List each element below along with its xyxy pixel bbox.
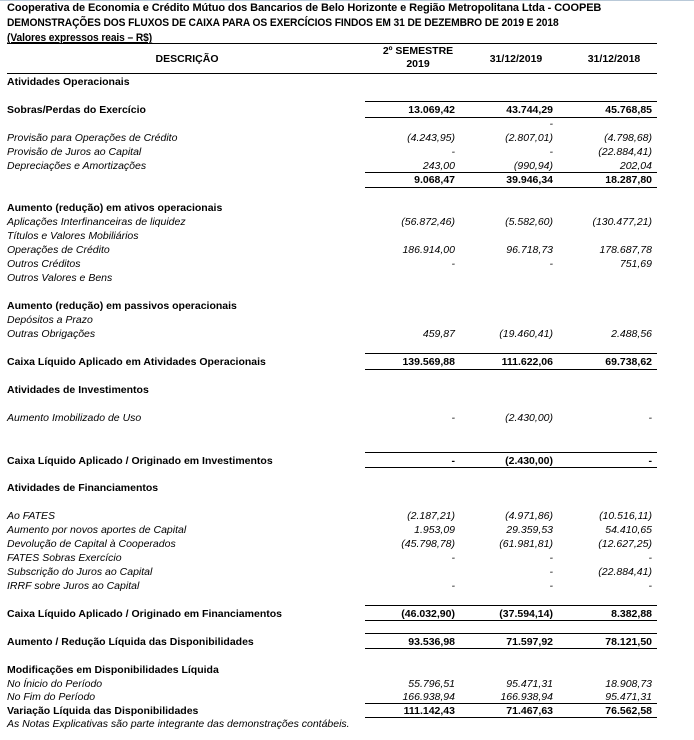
- table-row: [7, 159, 657, 173]
- value-2018: -: [648, 412, 652, 424]
- table-row: [7, 327, 657, 341]
- table-row: [7, 565, 657, 579]
- table-row: [7, 551, 657, 565]
- row-label: Títulos e Valores Mobiliários: [7, 230, 139, 242]
- table-row: [7, 257, 657, 271]
- table-row: [7, 523, 657, 537]
- rule-line: [365, 369, 657, 370]
- table-row: [7, 117, 657, 131]
- value-2018: 95.471,31: [605, 691, 652, 703]
- row-label: Outras Obrigações: [7, 328, 96, 340]
- row-label: Depreciações e Amortizações: [7, 160, 147, 172]
- section-heading-financiamentos: [7, 481, 657, 495]
- rule-line: [365, 452, 657, 453]
- value-2019: 43.744,29: [506, 104, 553, 116]
- row-label: Modificações em Disponibilidades Líquida: [7, 664, 219, 676]
- rule-line: [365, 187, 657, 188]
- value-2019: -: [549, 566, 553, 578]
- value-2019: 71.597,92: [506, 636, 553, 648]
- value-2019: -: [549, 580, 553, 592]
- currency-note: (Valores expressos reais – R$): [7, 32, 153, 44]
- row-label: Aumento (redução) em ativos operacionais: [7, 202, 223, 214]
- value-2018: 2.488,56: [611, 328, 652, 340]
- value-2018: (22.884,41): [598, 566, 652, 578]
- section-heading-investimentos: [7, 383, 657, 397]
- header-col-semester: [369, 45, 467, 71]
- section-heading-passivos: [7, 299, 657, 313]
- rule-line: [365, 633, 657, 634]
- value-2019: (2.430,00): [505, 455, 553, 467]
- company-title: Cooperativa de Economia e Crédito Mútuo dos Bancarios de Belo Horizonte e Região Metropolitana Ltda - COOPEB: [7, 2, 602, 14]
- value-2019: 71.467,63: [506, 705, 553, 717]
- value-semester: 139.569,88: [402, 356, 455, 368]
- section-heading-ativos: [7, 201, 657, 215]
- table-row: [7, 145, 657, 159]
- value-2019: (5.582,60): [505, 216, 553, 228]
- rule-line: [365, 620, 657, 621]
- value-2018: 18.908,73: [605, 678, 652, 690]
- section-heading-operacionais: [7, 75, 657, 89]
- row-label: No Ínicio do Período: [7, 678, 103, 690]
- header-bottom-rule: [7, 73, 657, 74]
- value-2019: (4.971,86): [505, 510, 553, 522]
- value-2018: 751,69: [619, 258, 652, 270]
- table-row-variacao: [7, 704, 657, 718]
- value-2018: (130.477,21): [592, 216, 652, 228]
- value-2018: 69.738,62: [605, 356, 652, 368]
- value-2018: (10.516,11): [599, 510, 652, 522]
- row-label: Aumento / Redução Líquida das Disponibilidades: [7, 636, 254, 648]
- value-semester: -: [451, 146, 455, 158]
- row-label: Aumento Imobilizado de Uso: [7, 412, 142, 424]
- value-2019: (2.807,01): [505, 132, 553, 144]
- rule-line: [365, 717, 657, 718]
- value-semester: 9.068,47: [414, 174, 455, 186]
- table-row-total-investimentos: [7, 454, 657, 468]
- rule-line: [365, 605, 657, 606]
- value-2019: 39.946,34: [506, 174, 553, 186]
- header-top-rule: [7, 43, 657, 44]
- row-label: Devolução de Capital à Cooperados: [7, 538, 176, 550]
- header-col-2018: 31/12/2018: [587, 53, 641, 65]
- value-2019: (37.594,14): [499, 608, 553, 620]
- table-row: [7, 690, 657, 704]
- value-semester: -: [451, 258, 455, 270]
- value-2018: 18.287,80: [605, 174, 652, 186]
- value-2019: -: [549, 146, 553, 158]
- value-semester: 166.938,94: [402, 691, 455, 703]
- value-2018: 54.410,65: [605, 524, 652, 536]
- row-label: Caixa Líquido Aplicado / Originado em Financiamentos: [7, 608, 282, 620]
- row-label: FATES Sobras Exercício: [7, 552, 122, 564]
- table-row: [7, 313, 657, 327]
- table-row: [7, 229, 657, 243]
- value-semester: -: [451, 552, 455, 564]
- value-semester: (56.872,46): [401, 216, 455, 228]
- value-semester: 186.914,00: [402, 244, 455, 256]
- value-2019: 29.359,53: [506, 524, 553, 536]
- value-2019: 96.718,73: [506, 244, 553, 256]
- value-2019: (990,94): [513, 160, 553, 172]
- value-2019: (19.460,41): [499, 328, 553, 340]
- row-label: Provisão de Juros ao Capital: [7, 146, 142, 158]
- header-description: DESCRIÇÃO: [155, 53, 219, 65]
- table-header: [7, 45, 657, 72]
- table-row-total-financiamentos: [7, 607, 657, 621]
- table-row-subtotal: [7, 173, 657, 187]
- rule-line: [365, 101, 657, 102]
- rule-line: [365, 467, 657, 468]
- value-semester: 111.142,43: [403, 705, 455, 717]
- value-semester: (46.032,90): [401, 608, 455, 620]
- table-row: [7, 243, 657, 257]
- value-semester: (2.187,21): [407, 510, 455, 522]
- row-label: Aumento por novos aportes de Capital: [7, 524, 187, 536]
- value-2019: (61.981,81): [499, 538, 553, 550]
- value-semester: (45.798,78): [401, 538, 455, 550]
- value-semester: 93.536,98: [408, 636, 455, 648]
- value-semester: 55.796,51: [408, 678, 455, 690]
- row-label: Operações de Crédito: [7, 244, 110, 256]
- table-row: [7, 411, 657, 425]
- value-2018: -: [648, 552, 652, 564]
- value-semester: -: [451, 412, 455, 424]
- value-2018: (12.627,25): [598, 538, 652, 550]
- value-2018: 45.768,85: [605, 104, 652, 116]
- value-2018: (4.798,68): [604, 132, 652, 144]
- row-label: No Fim do Período: [7, 691, 96, 703]
- table-row-total-disponibilidades: [7, 635, 657, 649]
- value-2018: (22.884,41): [598, 146, 652, 158]
- header-col-2019: 31/12/2019: [489, 53, 543, 65]
- value-2018: -: [648, 455, 652, 467]
- value-2018: 202,04: [619, 160, 652, 172]
- rule-line: [365, 353, 657, 354]
- row-label: Aumento (redução) em passivos operacionais: [7, 300, 237, 312]
- row-label: Caixa Líquido Aplicado em Atividades Operacionais: [7, 356, 266, 368]
- value-2019: -: [549, 258, 553, 270]
- value-semester: 243,00: [422, 160, 455, 172]
- row-label: Provisão para Operações de Crédito: [7, 132, 178, 144]
- value-2018: -: [648, 580, 652, 592]
- value-semester: -: [451, 580, 455, 592]
- header-col-semester-line2: 2019: [406, 58, 430, 70]
- table-row: [7, 103, 657, 117]
- row-label: Sobras/Perdas do Exercício: [7, 104, 146, 116]
- value-semester: 13.069,42: [408, 104, 455, 116]
- section-heading-modificacoes: [7, 663, 657, 677]
- row-label: Outros Valores e Bens: [7, 272, 113, 284]
- statement-title: DEMONSTRAÇÕES DOS FLUXOS DE CAIXA PARA OS EXERCÍCIOS FINDOS EM 31 DE DEZEMBRO DE 2019 E 2018: [7, 17, 559, 29]
- value-2018: 178.687,78: [599, 244, 652, 256]
- value-2018: 76.562,58: [605, 705, 652, 717]
- table-row-total-operacionais: [7, 355, 657, 369]
- row-label: Atividades Operacionais: [7, 76, 130, 88]
- row-label: Depósitos a Prazo: [7, 314, 93, 326]
- footnote: As Notas Explicativas são parte integrante das demonstrações contábeis.: [7, 718, 350, 730]
- table-row: [7, 537, 657, 551]
- header-col-semester-line1: 2º SEMESTRE: [382, 45, 454, 57]
- row-label: Subscrição do Juros ao Capital: [7, 566, 153, 578]
- value-2019: (2.430,00): [505, 412, 553, 424]
- value-2019: 95.471,31: [506, 678, 553, 690]
- value-2018: 78.121,50: [605, 636, 652, 648]
- value-2019: 111.622,06: [501, 356, 553, 368]
- row-label: Variação Líquida das Disponibilidades: [7, 705, 199, 717]
- row-label: Ao FATES: [7, 510, 56, 522]
- rule-line: [365, 648, 657, 649]
- value-semester: 1.953,09: [414, 524, 455, 536]
- table-row: [7, 579, 657, 593]
- row-label: Caixa Líquido Aplicado / Originado em Investimentos: [7, 455, 273, 467]
- value-2018: 8.382,88: [611, 608, 652, 620]
- value-semester: (4.243,95): [407, 132, 455, 144]
- row-label: Aplicações Interfinanceiras de liquidez: [7, 216, 186, 228]
- value-2019: 166.938,94: [500, 691, 553, 703]
- table-row: [7, 131, 657, 145]
- value-2019: -: [549, 118, 553, 130]
- value-semester: 459,87: [422, 328, 455, 340]
- row-label: Outros Créditos: [7, 258, 81, 270]
- row-label: Atividades de Financiamentos: [7, 482, 159, 494]
- table-row: [7, 509, 657, 523]
- value-semester: -: [451, 455, 455, 467]
- row-label: IRRF sobre Juros ao Capital: [7, 580, 140, 592]
- row-label: Atividades de Investimentos: [7, 384, 149, 396]
- table-row: [7, 215, 657, 229]
- value-2019: -: [549, 552, 553, 564]
- table-row: [7, 677, 657, 691]
- table-row: [7, 271, 657, 285]
